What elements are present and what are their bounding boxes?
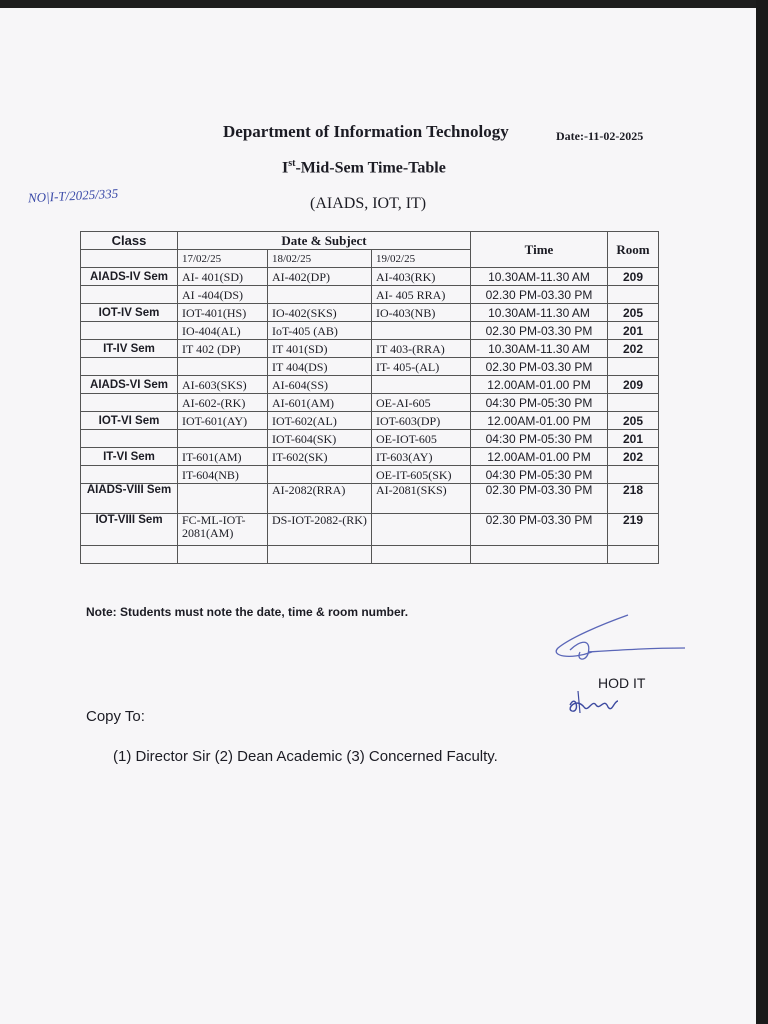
table-row bbox=[81, 304, 659, 322]
signatory-title: HOD IT bbox=[598, 675, 646, 691]
room-cell: 202 bbox=[608, 448, 659, 466]
room-cell: 209 bbox=[608, 268, 659, 286]
subject-cell-day3: IOT-603(DP) bbox=[372, 412, 471, 430]
title-rest: -Mid-Sem Time-Table bbox=[295, 159, 446, 177]
empty-cell bbox=[178, 546, 268, 564]
subject-cell-day2 bbox=[268, 286, 372, 304]
table-row bbox=[81, 322, 659, 340]
subject-cell-day2: IoT-405 (AB) bbox=[268, 322, 372, 340]
table-row bbox=[81, 376, 659, 394]
room-cell bbox=[608, 286, 659, 304]
subject-cell-day2 bbox=[268, 466, 372, 484]
class-cell bbox=[81, 394, 178, 412]
table-row bbox=[81, 340, 659, 358]
subject-cell-day2: DS-IOT-2082-(RK) bbox=[268, 514, 372, 546]
table-row bbox=[81, 484, 659, 514]
timetable-subtitle: (AIADS, IOT, IT) bbox=[310, 195, 427, 212]
timetable bbox=[80, 231, 659, 564]
time-cell: 10.30AM-11.30 AM bbox=[471, 340, 608, 358]
time-cell: 02.30 PM-03.30 PM bbox=[471, 286, 608, 304]
subject-cell-day1 bbox=[178, 358, 268, 376]
class-cell bbox=[81, 466, 178, 484]
time-cell: 02.30 PM-03.30 PM bbox=[471, 322, 608, 340]
class-cell: IOT-VI Sem bbox=[81, 412, 178, 430]
room-cell: 205 bbox=[608, 304, 659, 322]
subject-cell-day1: IT-601(AM) bbox=[178, 448, 268, 466]
time-cell: 10.30AM-11.30 AM bbox=[471, 304, 608, 322]
class-cell: IOT-VIII Sem bbox=[81, 514, 178, 546]
subject-cell-day2: IOT-602(AL) bbox=[268, 412, 372, 430]
room-cell: 201 bbox=[608, 430, 659, 448]
subject-cell-day3: AI- 405 RRA) bbox=[372, 286, 471, 304]
subject-cell-day3 bbox=[372, 322, 471, 340]
title-prefix: I bbox=[282, 159, 289, 177]
copy-to-label: Copy To: bbox=[86, 708, 145, 725]
room-cell bbox=[608, 466, 659, 484]
reference-number: NO|I-T/2025/335 bbox=[27, 185, 119, 206]
time-cell: 02.30 PM-03.30 PM bbox=[471, 358, 608, 376]
date-subject-header: Date & Subject bbox=[178, 232, 471, 250]
room-cell: 209 bbox=[608, 376, 659, 394]
time-header: Time bbox=[471, 232, 608, 268]
subject-cell-day2: AI-601(AM) bbox=[268, 394, 372, 412]
room-header: Room bbox=[608, 232, 659, 268]
time-cell: 12.00AM-01.00 PM bbox=[471, 376, 608, 394]
time-cell: 04:30 PM-05:30 PM bbox=[471, 466, 608, 484]
date-2: 18/02/25 bbox=[268, 250, 372, 268]
subject-cell-day2: IT-602(SK) bbox=[268, 448, 372, 466]
document-date: Date:-11-02-2025 bbox=[556, 129, 644, 143]
class-cell bbox=[81, 358, 178, 376]
class-cell: IOT-IV Sem bbox=[81, 304, 178, 322]
subject-cell-day1: AI-602-(RK) bbox=[178, 394, 268, 412]
time-cell: 02.30 PM-03.30 PM bbox=[471, 514, 608, 546]
room-cell: 201 bbox=[608, 322, 659, 340]
dates-row-empty-cell bbox=[81, 250, 178, 268]
table-row bbox=[81, 268, 659, 286]
subject-cell-day3: IT 403-(RRA) bbox=[372, 340, 471, 358]
subject-cell-day1 bbox=[178, 430, 268, 448]
room-cell: 202 bbox=[608, 340, 659, 358]
room-cell bbox=[608, 394, 659, 412]
room-cell: 219 bbox=[608, 514, 659, 546]
subject-cell-day2: AI-402(DP) bbox=[268, 268, 372, 286]
empty-cell bbox=[81, 546, 178, 564]
initials-signature bbox=[562, 683, 622, 723]
scan-edge bbox=[756, 0, 768, 1024]
room-cell: 218 bbox=[608, 484, 659, 514]
subject-cell-day3: IT-603(AY) bbox=[372, 448, 471, 466]
class-cell: AIADS-VI Sem bbox=[81, 376, 178, 394]
subject-cell-day1: FC-ML-IOT-2081(AM) bbox=[178, 514, 268, 546]
room-cell bbox=[608, 358, 659, 376]
time-cell: 04:30 PM-05:30 PM bbox=[471, 430, 608, 448]
subject-cell-day3: AI-403(RK) bbox=[372, 268, 471, 286]
table-row bbox=[81, 448, 659, 466]
subject-cell-day1: AI -404(DS) bbox=[178, 286, 268, 304]
time-cell: 12.00AM-01.00 PM bbox=[471, 412, 608, 430]
class-cell: AIADS-IV Sem bbox=[81, 268, 178, 286]
subject-cell-day2: AI-2082(RRA) bbox=[268, 484, 372, 514]
room-cell: 205 bbox=[608, 412, 659, 430]
table-row bbox=[81, 514, 659, 546]
table-row bbox=[81, 412, 659, 430]
department-heading: Department of Information Technology bbox=[223, 122, 509, 141]
subject-cell-day1: IOT-601(AY) bbox=[178, 412, 268, 430]
subject-cell-day1: IO-404(AL) bbox=[178, 322, 268, 340]
subject-cell-day3: IO-403(NB) bbox=[372, 304, 471, 322]
empty-cell bbox=[608, 546, 659, 564]
subject-cell-day2: IT 404(DS) bbox=[268, 358, 372, 376]
class-cell: AIADS-VIII Sem bbox=[81, 484, 178, 514]
date-1: 17/02/25 bbox=[178, 250, 268, 268]
table-row bbox=[81, 394, 659, 412]
table-row bbox=[81, 358, 659, 376]
subject-cell-day3 bbox=[372, 376, 471, 394]
table-row bbox=[81, 430, 659, 448]
subject-cell-day1: AI- 401(SD) bbox=[178, 268, 268, 286]
empty-row bbox=[81, 546, 659, 564]
subject-cell-day3: OE-IOT-605 bbox=[372, 430, 471, 448]
subject-cell-day3: OE-AI-605 bbox=[372, 394, 471, 412]
subject-cell-day2: AI-604(SS) bbox=[268, 376, 372, 394]
subject-cell-day2: IT 401(SD) bbox=[268, 340, 372, 358]
class-cell bbox=[81, 322, 178, 340]
table-row bbox=[81, 466, 659, 484]
time-cell: 02.30 PM-03.30 PM bbox=[471, 484, 608, 514]
subject-cell-day3: IT- 405-(AL) bbox=[372, 358, 471, 376]
class-cell bbox=[81, 430, 178, 448]
class-cell bbox=[81, 286, 178, 304]
subject-cell-day1: AI-603(SKS) bbox=[178, 376, 268, 394]
title-superscript: st bbox=[288, 158, 296, 169]
subject-cell-day2: IOT-604(SK) bbox=[268, 430, 372, 448]
subject-cell-day1 bbox=[178, 484, 268, 514]
date-3: 19/02/25 bbox=[372, 250, 471, 268]
subject-cell-day1: IOT-401(HS) bbox=[178, 304, 268, 322]
subject-cell-day1: IT 402 (DP) bbox=[178, 340, 268, 358]
subject-cell-day3: AI-2081(SKS) bbox=[372, 484, 471, 514]
empty-cell bbox=[268, 546, 372, 564]
header-row bbox=[81, 232, 659, 250]
subject-cell-day3: OE-IT-605(SK) bbox=[372, 466, 471, 484]
hod-signature bbox=[540, 610, 690, 670]
time-cell: 04:30 PM-05:30 PM bbox=[471, 394, 608, 412]
time-cell: 10.30AM-11.30 AM bbox=[471, 268, 608, 286]
distribution-list: (1) Director Sir (2) Dean Academic (3) Concerned Faculty. bbox=[113, 748, 498, 765]
note-text: Note: Students must note the date, time & room number. bbox=[86, 605, 409, 619]
empty-cell bbox=[471, 546, 608, 564]
class-cell: IT-VI Sem bbox=[81, 448, 178, 466]
timetable-title bbox=[282, 158, 446, 177]
class-cell: IT-IV Sem bbox=[81, 340, 178, 358]
time-cell: 12.00AM-01.00 PM bbox=[471, 448, 608, 466]
subject-cell-day1: IT-604(NB) bbox=[178, 466, 268, 484]
empty-cell bbox=[372, 546, 471, 564]
table-row bbox=[81, 286, 659, 304]
class-header: Class bbox=[81, 232, 178, 250]
subject-cell-day2: IO-402(SKS) bbox=[268, 304, 372, 322]
subject-cell-day3 bbox=[372, 514, 471, 546]
